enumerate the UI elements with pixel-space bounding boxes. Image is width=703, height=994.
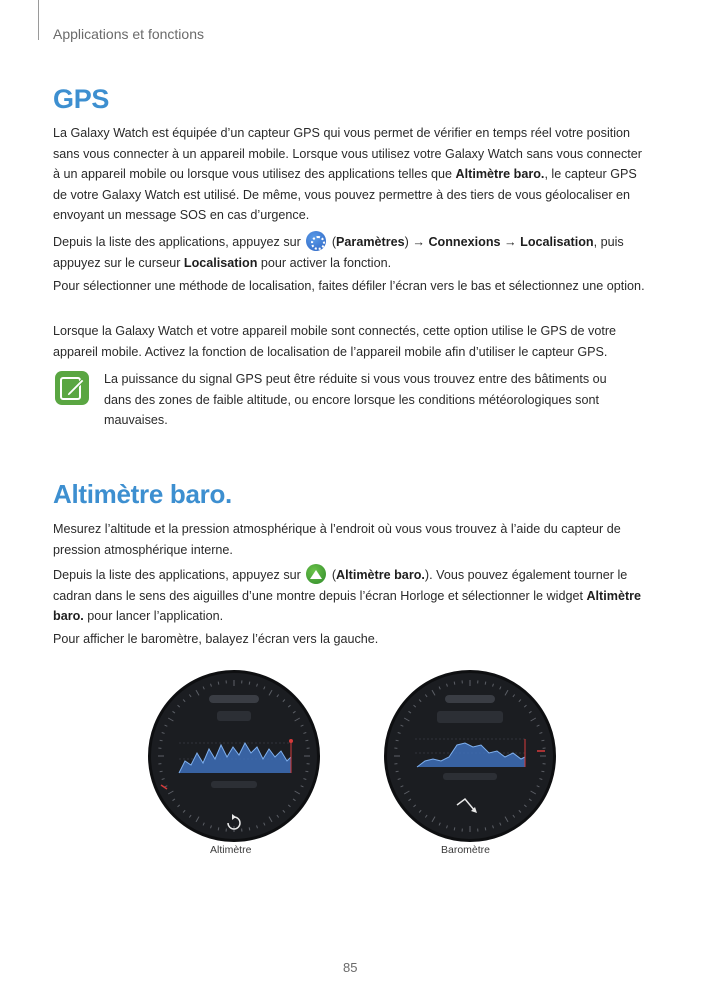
altimeter-app-name: Altimètre baro. [455, 167, 545, 181]
bezel-tick [168, 791, 173, 794]
bezel-tick [218, 827, 219, 830]
bezel-tick [539, 733, 542, 734]
altimeter-watch-screen [148, 670, 320, 842]
bezel-tick [454, 682, 455, 685]
bezel-tick [305, 771, 308, 772]
bezel-tick [537, 786, 540, 787]
bezel-tick [293, 711, 295, 713]
bezel-tick [454, 827, 455, 830]
bezel-tick [524, 705, 526, 707]
bezel-tick [203, 823, 204, 826]
gps-p2-text-a: Depuis la liste des applications, appuyez sur [53, 235, 301, 249]
bezel-tick [168, 718, 173, 721]
settings-label: Paramètres [336, 235, 405, 249]
bezel-tick [183, 700, 185, 702]
bezel-tick [396, 740, 399, 741]
bezel-tick [404, 791, 409, 794]
bezel-tick [541, 771, 544, 772]
bezel-tick [196, 817, 199, 822]
bezel-tick [277, 815, 279, 817]
baro-paragraph-1: Mesurez l’altitude et la pression atmosphérique à l’endroit où vous vous trouvez à l’aide du capteur de pression atmosphérique interne. [53, 522, 621, 557]
bezel-tick [178, 705, 180, 707]
bezel-tick [414, 805, 416, 807]
bezel-tick [160, 771, 163, 772]
gps-heading: GPS [53, 84, 110, 114]
paren-close: ) [404, 235, 413, 249]
margin-rule [38, 0, 39, 40]
altimeter-heading: Altimètre baro. [53, 479, 232, 509]
bezel-tick [264, 687, 265, 690]
bezel-tick [257, 825, 258, 828]
arrow-1: → [412, 235, 425, 249]
bezel-tick [293, 799, 295, 801]
bezel-tick [301, 786, 304, 787]
bezel-tick [485, 682, 486, 685]
gps-paragraph-1 [53, 123, 649, 226]
gps-note: La puissance du signal GPS peut être réduite si vous vous trouvez entre des bâtiments ou dans des zones de faible altitude, ou encore lorsque les conditions météorologiques sont mauvaises. [104, 372, 607, 427]
altimeter-widget-label: Altimètre baro. [53, 588, 642, 623]
bezel-tick [396, 771, 399, 772]
bezel-tick [529, 799, 531, 801]
barometer-watch-screen [384, 670, 556, 842]
bezel-tick [539, 779, 542, 780]
bezel-tick [505, 817, 508, 822]
bezel-tick [288, 805, 290, 807]
bezel-tick [493, 684, 494, 687]
bezel-tick [305, 740, 308, 741]
baro-paragraph-2 [53, 564, 649, 627]
bezel-tick [529, 711, 531, 713]
bezel-tick [283, 700, 285, 702]
barometer-caption: Baromètre [441, 844, 491, 856]
gps-p2-text-c: pour activer la fonction. [257, 255, 392, 270]
bezel-tick [162, 733, 165, 734]
gps-p1-text-c: , le capteur GPS de votre Galaxy Watch est utilisé. De même, vous pouvez permettre à des tiers de vous géolocaliser en envoyant un message SOS en cas d’urgence. [53, 167, 637, 222]
bezel-tick [203, 687, 204, 690]
bezel-tick [165, 725, 168, 726]
paren-open-2: ( [328, 568, 337, 582]
baro-p2-text-a: Depuis la liste des applications, appuyez sur [53, 568, 301, 582]
bezel-tick [485, 827, 486, 830]
bezel-tick [165, 786, 168, 787]
altimeter-app-label: Altimètre baro. [336, 568, 425, 582]
bezel-tick [173, 799, 175, 801]
settings-gear-icon [306, 231, 326, 251]
gps-p1-text-a: La Galaxy Watch est équipée d’un capteur GPS qui vous permet de vérifier en temps réel votre position sans vous connecter à un appareil mobile. Lorsque vous utilisez votre Galaxy Watch sans vous connecter à un appareil mobile ou lorsque vous utilisez des applications telles que [53, 126, 642, 181]
note-pencil-icon [55, 371, 89, 405]
bezel-tick [524, 805, 526, 807]
bezel-tick [541, 740, 544, 741]
altimeter-caption: Altimètre [210, 844, 252, 856]
bezel-tick [398, 779, 401, 780]
bezel-tick [218, 682, 219, 685]
location-switch-label: Localisation [183, 255, 258, 270]
gps-p2-text-b: , puis appuyez sur le curseur [53, 235, 624, 270]
bezel-tick [401, 786, 404, 787]
bezel-tick [269, 690, 272, 695]
bezel-tick [419, 810, 421, 812]
bezel-tick [301, 725, 304, 726]
altimeter-app-icon [306, 564, 326, 584]
bezel-tick [178, 805, 180, 807]
bezel-tick [295, 718, 300, 721]
bezel-tick [295, 791, 300, 794]
baro-paragraph-3: Pour afficher le baromètre, balayez l’écran vers la gauche. [53, 632, 379, 646]
bezel-tick [249, 682, 250, 685]
bezel-tick [211, 825, 212, 828]
bezel-tick [303, 779, 306, 780]
bezel-tick [493, 825, 494, 828]
bezel-tick [537, 725, 540, 726]
bezel-tick [249, 827, 250, 830]
bezel-tick [303, 733, 306, 734]
baro-p2-text-b: ). Vous pouvez également tourner le cadran dans le sens des aiguilles d’une montre depuis l’écran Horloge et sélectionner le widget [53, 568, 628, 603]
bezel-tick [419, 700, 421, 702]
bezel-tick [189, 815, 191, 817]
gps-paragraph-2 [53, 231, 649, 273]
bezel-tick [277, 695, 279, 697]
bezel-tick [531, 791, 536, 794]
bezel-tick [513, 695, 515, 697]
bezel-tick [447, 825, 448, 828]
bezel-tick [432, 690, 435, 695]
bezel-tick [288, 705, 290, 707]
bezel-tick [264, 823, 265, 826]
bezel-tick [269, 817, 272, 822]
bezel-tick [409, 711, 411, 713]
bezel-tick [425, 815, 427, 817]
altitude-graph [179, 739, 293, 773]
bezel-tick [425, 695, 427, 697]
bezel-tick [160, 740, 163, 741]
bezel-tick [211, 684, 212, 687]
paren-open: ( [328, 235, 337, 249]
bezel-tick [283, 810, 285, 812]
section-header: Applications et fonctions [53, 26, 204, 42]
trend-arrow-icon [457, 799, 477, 813]
bezel-tick [409, 799, 411, 801]
bezel-tick [513, 815, 515, 817]
bezel-tick [196, 690, 199, 695]
bezel-tick [189, 695, 191, 697]
bezel-tick [432, 817, 435, 822]
bezel-tick [162, 779, 165, 780]
connections-label: Connexions [428, 235, 501, 249]
bezel-tick [447, 684, 448, 687]
bezel-tick [183, 810, 185, 812]
gps-paragraph-3: Pour sélectionner une méthode de localisation, faites défiler l’écran vers le bas et sélectionnez une option. [53, 279, 645, 293]
pressure-graph [415, 739, 545, 767]
page-number: 85 [343, 960, 358, 975]
bezel-tick [401, 725, 404, 726]
bezel-tick [519, 810, 521, 812]
bezel-tick [500, 687, 501, 690]
bezel-tick [519, 700, 521, 702]
baro-p2-text-c: pour lancer l’application. [83, 609, 224, 623]
bezel-tick [439, 687, 440, 690]
location-label: Localisation [520, 235, 594, 249]
bezel-tick [500, 823, 501, 826]
bezel-tick [414, 705, 416, 707]
bezel-tick [173, 711, 175, 713]
bezel-tick [257, 684, 258, 687]
bezel-tick [398, 733, 401, 734]
arrow-2: → [504, 235, 517, 249]
bezel-tick [404, 718, 409, 721]
bezel-tick [439, 823, 440, 826]
bezel-tick [531, 718, 536, 721]
gps-paragraph-4: Lorsque la Galaxy Watch et votre appareil mobile sont connectés, cette option utilise le GPS de votre appareil mobile. Activez la fonction de localisation de l’appareil mobile afin d’utiliser le capteur GPS. [53, 324, 617, 359]
bezel-tick [505, 690, 508, 695]
